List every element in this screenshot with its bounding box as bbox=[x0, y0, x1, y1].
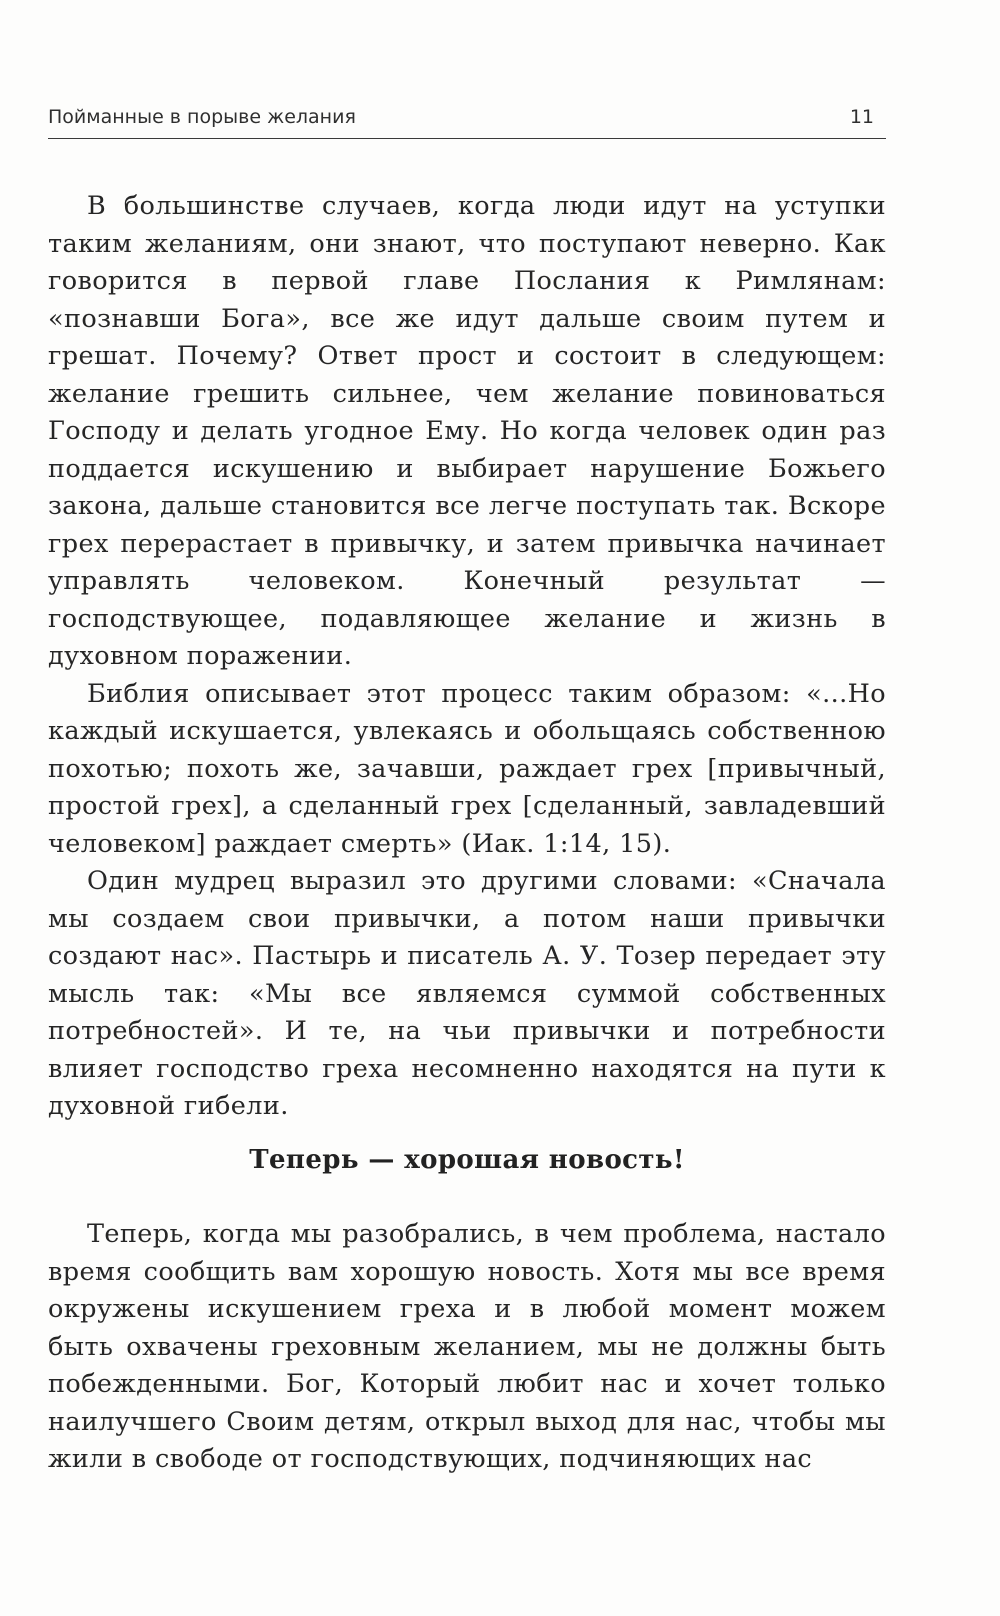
section-heading: Теперь — хорошая новость! bbox=[249, 1145, 685, 1175]
paragraph-3: Один мудрец выразил это другими словами: «Сначала мы создаем свои привычки, а потом наши привычки создают нас». Пастырь и писатель А. У. Тозер передает эту мысль так: «Мы все являемся суммой собственных потребностей». И те, на чьи привычки и потребности влияет господство греха несомненно находятся на пути к духовной гибели. bbox=[48, 866, 886, 1121]
paragraph-4: Теперь, когда мы разобрались, в чем проблема, настало время сообщить вам хорошую новость. Хотя мы все время окружены искушением греха и в любой момент можем быть охвачены греховным желанием, мы не должны быть побежденными. Бог, Который любит нас и хочет только наилучшего Своим детям, открыл выход для нас, чтобы мы жили в свободе от господствующих, подчиняющих нас bbox=[48, 1219, 886, 1474]
running-title: Пойманные в порыве желания bbox=[48, 106, 356, 128]
main-text bbox=[48, 188, 886, 1126]
page-number: 11 bbox=[849, 106, 874, 128]
section-text bbox=[48, 1216, 886, 1479]
running-header bbox=[48, 104, 886, 139]
paragraph-2: Библия описывает этот процесс таким образом: «...Но каждый искушается, увлекаясь и обольщаясь собственною похотью; похоть же, зачавши, раждает грех [привычный, простой грех], а сделанный грех [сделанный, завладевший человеком] раждает смерть» (Иак. 1:14, 15). bbox=[48, 678, 886, 859]
paragraph-1: В большинстве случаев, когда люди идут на уступки таким желаниям, они знают, что поступают неверно. Как говорится в первой главе Послания к Римлянам: «познавши Бога», все же идут дальше своим путем и грешат. Почему? Ответ прост и состоит в следующем: желание грешить сильнее, чем желание повиноваться Господу и делать угодное Ему. Но когда человек один раз поддается искушению и выбирает нарушение Божьего закона, дальше становится все легче поступать так. Вскоре грех перерастает в привычку, и затем привычка начинает управлять человеком. Конечный результат — господствующее, подавляющее желание и жизнь в духовном поражении. bbox=[48, 191, 886, 671]
